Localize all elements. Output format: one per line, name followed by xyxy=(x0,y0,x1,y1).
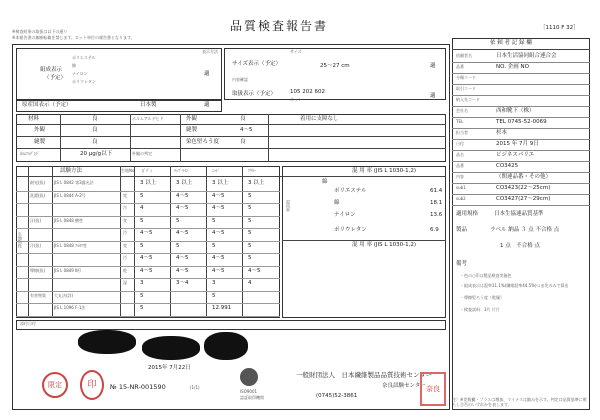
test-row-line xyxy=(16,291,280,292)
test-cell: 4～5 xyxy=(140,230,153,236)
test-cell: 4～5 xyxy=(176,267,189,274)
mix-name-5: ポリウレタン xyxy=(334,227,367,233)
test-row-line xyxy=(16,253,280,254)
test-row-name: 汗(級) xyxy=(30,242,42,248)
test-cell: 5 xyxy=(248,255,252,261)
request-row-value: 2015 年 7月 9日 xyxy=(496,141,539,147)
request-row-label: 品番 xyxy=(456,163,464,168)
request-row-value: 西和靴下（株） xyxy=(496,108,535,114)
composition-fiber-2: 綿 xyxy=(72,63,76,68)
test-row-name: 有害物質 xyxy=(30,292,46,298)
origin-judge: 適 xyxy=(204,102,210,108)
test-cell: 4～5 xyxy=(176,230,189,236)
request-row-line xyxy=(452,62,590,63)
materials-header-2: 良 xyxy=(92,116,98,122)
test-row-line xyxy=(16,228,280,229)
footer-tel: (0745)52-3861 xyxy=(316,393,358,399)
stamp-center-icon xyxy=(80,370,104,400)
mix-val-4: 13.6 xyxy=(430,212,443,218)
mix-name-2: ポリエステル xyxy=(334,188,367,194)
request-row-line xyxy=(452,73,590,74)
test-col-2: ﾁｪﾌﾞﾗｲﾝ xyxy=(174,168,188,173)
appearance-judge-label: 外観の判定 xyxy=(132,151,152,156)
request-row-value: CO3427(27～29cm) xyxy=(496,196,551,202)
test-row-sub: 汚 xyxy=(123,230,127,235)
attach-row xyxy=(16,320,446,330)
test-cell: 4～5 xyxy=(176,205,189,211)
mat-row3-name2: 染色堅ろう度 xyxy=(186,139,220,145)
mat-row3-value2: 良 xyxy=(240,139,246,145)
test-cell: 5 xyxy=(140,242,144,249)
test-row-line xyxy=(16,278,280,279)
care-sub: ネット xyxy=(290,97,302,102)
test-cell: 3 以上 xyxy=(176,180,193,186)
test-row-sub: 汚 xyxy=(123,205,127,210)
test-row-sub: 変 xyxy=(123,192,127,198)
form-code: ［1110 F 32］ xyxy=(540,25,579,31)
origin-value: 日本製 xyxy=(140,102,157,108)
request-row-value: 杉本 xyxy=(496,130,508,136)
label-sample-value: ラベル 納品 ３ 点 不合格 点 xyxy=(490,227,560,233)
test-cell: 3 xyxy=(140,280,144,286)
request-row-value: 日本生活協同組合連合会 xyxy=(496,53,557,59)
composition-judge: 適 xyxy=(204,71,210,77)
test-row-line xyxy=(16,241,280,242)
test-row-sub: 変 xyxy=(123,242,127,248)
test-row-name: 摩擦(級) xyxy=(30,267,46,273)
test-row-method: JIS L 0844 A-2号 xyxy=(54,192,86,198)
test-side-label: 生地物性 xyxy=(18,232,23,248)
materials-header-1: 材料 xyxy=(28,116,40,122)
request-row-label: 取引コード xyxy=(456,86,476,91)
test-cell: 5 xyxy=(176,242,180,249)
remark-3: ・摩擦堅ろう度（乾燥） xyxy=(460,295,504,300)
request-row-label: 納入先コード xyxy=(456,97,480,102)
request-row-label: 分類コード xyxy=(456,75,476,80)
test-cell: 4～5 xyxy=(212,192,225,199)
mat-row2-name: 縫製 xyxy=(34,139,46,145)
request-row-value: ビジネスパリエ xyxy=(496,152,535,158)
test-row-name: 耐光(級) xyxy=(30,180,46,185)
test-row-method: JIS L 0849 Ⅱ形 xyxy=(54,267,82,273)
request-row-line xyxy=(452,172,590,173)
redaction-1 xyxy=(78,330,136,354)
request-row-label: 品番 xyxy=(456,64,464,69)
materials-remarks: 着用に支障なし xyxy=(300,116,339,122)
test-cell: 4～5 xyxy=(212,230,225,236)
test-method-header: 試験方法 xyxy=(60,168,83,174)
request-row-line xyxy=(452,194,590,195)
remarks-label: 備考 xyxy=(456,261,468,267)
test-row-line xyxy=(16,303,280,304)
test-cell: 4～5 xyxy=(140,255,153,261)
request-row-label: 担当者 xyxy=(456,130,468,135)
composition-fiber-4: ポリウレタン xyxy=(72,79,96,84)
test-cell: 3～4 xyxy=(176,280,189,286)
test-cell: 5 xyxy=(176,217,180,224)
test-row-method: JIS L 0848 ｱﾙｶﾘ性 xyxy=(54,242,88,248)
test-cell: 4～5 xyxy=(140,267,153,274)
request-row-value: CO3423(22～25cm) xyxy=(496,185,551,191)
composition-block xyxy=(16,48,222,100)
standard-label: 適用規格 xyxy=(456,211,479,217)
request-row-line xyxy=(452,106,590,107)
standard-value: 日本生協連品質基準 xyxy=(494,211,544,217)
iso-label: ISO9001 xyxy=(240,389,258,394)
test-cell: 5 xyxy=(248,192,252,199)
test-cell: 5 xyxy=(140,305,144,311)
mix-name-1: 綿 xyxy=(322,179,328,185)
test-cell: 4 xyxy=(140,205,144,211)
request-row-line xyxy=(452,150,590,151)
report-number: № 15-NR-001590 xyxy=(110,383,166,391)
request-row-label: TEL xyxy=(456,119,464,124)
request-row-label: sub2 xyxy=(456,196,466,201)
request-row-value: NO. 企画 NO xyxy=(496,64,529,70)
label-sample-label: 製品 xyxy=(456,227,468,233)
request-row-line xyxy=(452,117,590,118)
request-row-label: 会社名 xyxy=(456,108,468,113)
mat-row3-name: ﾎﾙﾑｱﾙﾃﾞﾋﾄﾞ xyxy=(20,151,40,156)
mix-val-5: 6.9 xyxy=(430,227,439,233)
stamp-right-icon xyxy=(420,372,446,406)
request-row-value: CO3425 xyxy=(496,163,519,169)
request-title: 依 頼 者 記 録 欄 xyxy=(490,40,532,46)
test-cell: 5 xyxy=(212,292,216,299)
mat-row2-value: 良 xyxy=(92,139,98,145)
care-value: 105 202 602 xyxy=(290,89,325,95)
test-cell: 4～5 xyxy=(176,255,189,261)
test-cell: 3 以上 xyxy=(140,180,157,186)
request-row-line xyxy=(452,161,590,162)
test-cell: 5 xyxy=(248,217,252,224)
test-cell: 5 xyxy=(212,217,216,224)
mix-header-2: 混 用 率 (JIS L 1030-1,2) xyxy=(352,242,417,248)
test-row-sub: 湿 xyxy=(123,280,127,285)
mix-name-4: ナイロン xyxy=(334,212,356,218)
report-title: 品質検査報告書 xyxy=(230,19,329,33)
mat-row3-value: 20 μg/g以下 xyxy=(80,151,113,157)
test-row-method: JIS L 0842 第3露光法 xyxy=(54,180,94,185)
request-row-line xyxy=(452,128,590,129)
test-row-line xyxy=(16,316,280,317)
size-header: サイズ xyxy=(290,49,302,54)
care-judge: 適 xyxy=(430,93,436,99)
test-cell: 5 xyxy=(212,242,216,249)
test-cell: 5 xyxy=(248,242,252,249)
mix-name-3: 綿 xyxy=(334,200,340,206)
care-label: 取扱表示（予定） xyxy=(232,91,277,97)
test-col-3: ﾆｯﾄﾞ xyxy=(212,168,220,173)
test-col-4: ｱｳﾀｰ xyxy=(248,168,256,173)
request-row-line xyxy=(452,183,590,184)
content-label: 内容確認 xyxy=(232,77,248,82)
test-cell: 5 xyxy=(140,217,144,224)
request-row-label: 内容 xyxy=(456,174,464,179)
attach-label: 添付日付 xyxy=(20,321,36,326)
request-row-label: 日付 xyxy=(456,141,464,146)
footer-branch: 奈良試験センター xyxy=(382,383,426,389)
test-row-line xyxy=(16,216,280,217)
test-cell: 4 xyxy=(248,280,252,286)
stamp-center-text: 印 xyxy=(87,380,97,390)
request-row-label: sub1 xyxy=(456,185,466,190)
mat-row1-name: 外観 xyxy=(34,127,46,133)
test-cell: 4～5 xyxy=(212,267,225,274)
test-cell: 4～5 xyxy=(176,192,189,199)
mat-row2-name2: 縫製 xyxy=(186,127,198,133)
mat-row2-value2: 4～5 xyxy=(240,127,253,133)
page-number: (1/1) xyxy=(190,385,200,390)
test-cell: 3 xyxy=(212,280,216,286)
request-row-line xyxy=(452,95,590,96)
test-cell: 5 xyxy=(140,292,144,299)
test-row-sub: 汚 xyxy=(123,255,127,260)
request-panel xyxy=(452,38,590,410)
test-cell: 12.991 xyxy=(212,305,232,311)
request-row-label: 依頼者名 xyxy=(456,53,472,58)
note-2: ※本報告書の無断転載を禁じます。ロット単位の報告書となります。 xyxy=(12,35,135,40)
mix-val-3: 18.1 xyxy=(430,200,443,206)
mix-label: 混用率 xyxy=(286,200,291,212)
mat-row1-value: 良 xyxy=(92,127,98,133)
test-cell: 4～5 xyxy=(248,267,261,274)
remark-4: ・検査試料：3片 片片 xyxy=(460,307,500,312)
stamp-right-text: 奈良 xyxy=(426,385,440,393)
test-cell: 3 以上 xyxy=(248,180,265,186)
test-row-method: JIS L 1096 F-1法 xyxy=(54,305,86,310)
mix-header-1: 混 用 率 (JIS L 1030-1,2) xyxy=(352,168,417,174)
size-label: サイズ表示（予定） xyxy=(232,61,282,67)
origin-label: 原産国表示（予定） xyxy=(22,102,72,108)
remark-2: ・組成表示は混率11.1%(繊維混率44.5%)つま先のみで算出 xyxy=(460,283,569,288)
test-cell: 5 xyxy=(140,192,144,199)
footer-org: 一般財団法人 日本繊維製品品質技術センター xyxy=(296,371,433,379)
composition-fiber-3: ナイロン xyxy=(72,71,88,76)
test-row-name: 汗(級) xyxy=(30,217,42,223)
formaldehyde-label: ホルムアルデヒド xyxy=(132,116,164,121)
footer-date: 2015年 7月22日 xyxy=(148,365,191,371)
test-row-sub: 乾 xyxy=(123,267,127,273)
test-row-line xyxy=(16,203,280,204)
request-row-value: （関連品番・その他） xyxy=(496,174,552,180)
test-row-sub: 変 xyxy=(123,217,127,223)
test-row-line xyxy=(16,191,280,192)
test-col-1: ﾎﾞﾃﾞｨ xyxy=(142,168,152,173)
request-row-value: TEL 0745-52-0069 xyxy=(496,119,547,125)
composition-side-sub: （予定） xyxy=(44,75,67,81)
test-fabric-no-header: 生地No xyxy=(121,168,135,173)
test-cell: 4～5 xyxy=(212,255,225,261)
test-cell: 5 xyxy=(248,230,252,236)
test-row-method: JIS L 0848 酸性 xyxy=(54,217,84,223)
test-row-method: 大丸法(詳) xyxy=(54,292,74,298)
display-method-header: 表示方法 xyxy=(202,49,218,54)
redaction-2 xyxy=(142,336,200,360)
remark-1: ・色の○印は製品検査実施色 xyxy=(460,273,512,278)
mat-row1-name2: 外観 xyxy=(186,116,198,122)
label-sample-note: 1 点 不合格 点 xyxy=(500,243,540,249)
stamp-left-icon xyxy=(42,372,68,398)
request-row-line xyxy=(452,84,590,85)
note-1: ※検査結果の取扱は以下の通り xyxy=(12,29,68,34)
composition-fiber-1: ポリエステル xyxy=(72,55,96,60)
request-row-line xyxy=(452,139,590,140)
test-cell: 3 以上 xyxy=(212,180,229,186)
test-cell: 4～5 xyxy=(212,205,225,211)
size-value: 25～27 cm xyxy=(320,63,350,69)
iso-sub: 認証取得機関 xyxy=(240,395,264,400)
panel-footnote: 注）※差数欄・プラスは増加、マイナスは縮みを示す。判定は品質基準に照らし合否のいずれかを表します。 xyxy=(452,397,587,407)
mat-row1-value2: 良 xyxy=(240,116,246,122)
iso-logo xyxy=(240,368,258,386)
composition-side-label: 組成表示 xyxy=(40,67,63,73)
test-cell: 5 xyxy=(248,205,252,211)
request-row-label: 品名 xyxy=(456,152,464,157)
mix-val-2: 61.4 xyxy=(430,188,443,194)
size-judge: 適 xyxy=(430,63,436,69)
test-row-name: 洗濯(級) xyxy=(30,192,46,198)
redaction-3 xyxy=(204,332,248,360)
request-row-line xyxy=(452,205,590,206)
stamp-left-text: 限定 xyxy=(48,381,62,389)
test-row-line xyxy=(16,266,280,267)
